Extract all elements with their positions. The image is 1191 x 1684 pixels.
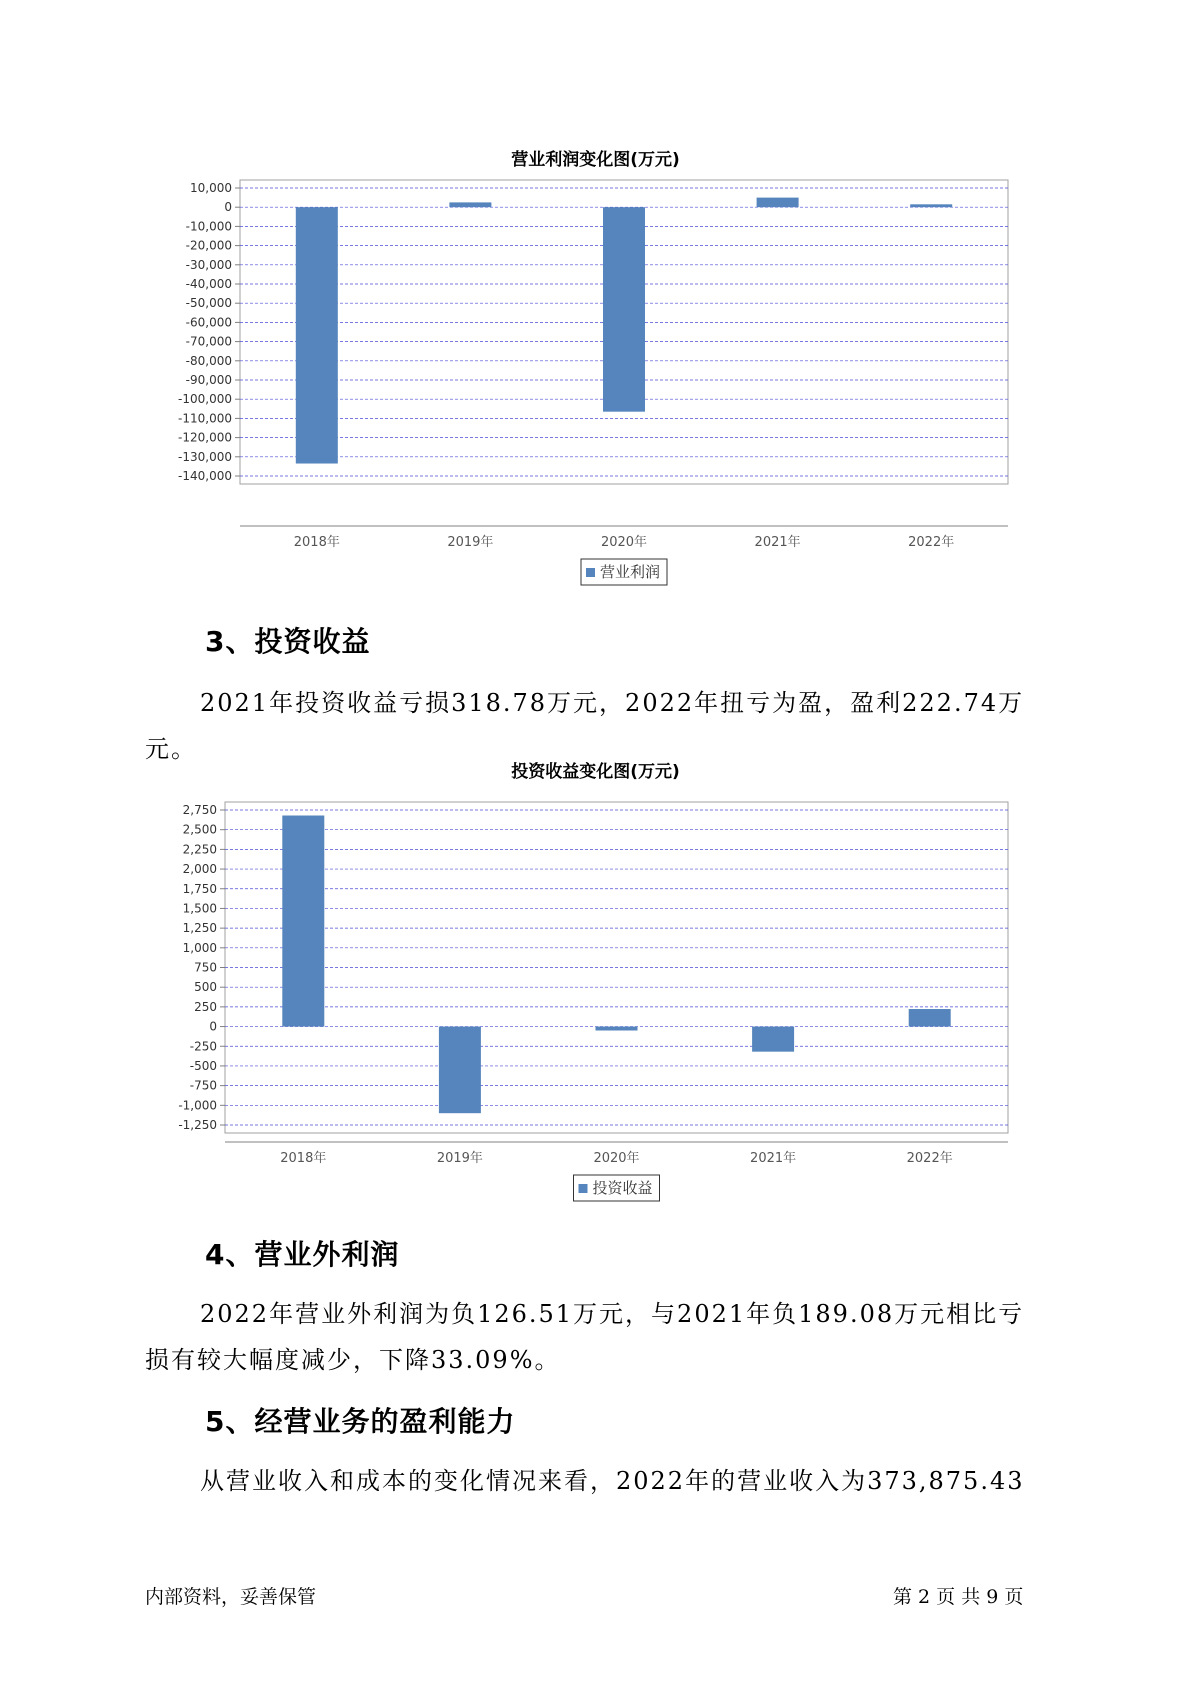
y-tick-label: -70,000	[185, 334, 232, 349]
y-tick-label: 1,750	[182, 881, 217, 896]
y-tick-label: -250	[189, 1039, 217, 1054]
section-4-text: 2022年营业外利润为负126.51万元，与2021年负189.08万元相比亏损有较大幅度减少，下降33.09%。	[145, 1300, 1025, 1374]
bar-2020年	[596, 1027, 638, 1031]
y-tick-label: 0	[224, 200, 232, 215]
y-tick-label: -750	[189, 1078, 217, 1093]
y-tick-label: -50,000	[185, 296, 232, 311]
bar-2021年	[757, 198, 799, 208]
chart2-title: 投资收益变化图(万元)	[511, 762, 680, 782]
y-tick-label: -500	[189, 1058, 217, 1073]
y-tick-label: -10,000	[185, 219, 232, 234]
y-tick-label: -80,000	[185, 353, 232, 368]
y-tick-label: 250	[194, 999, 217, 1014]
x-tick-label: 2020年	[600, 535, 648, 550]
y-tick-label: -1,000	[178, 1098, 217, 1113]
investment-income-chart	[0, 785, 1191, 1205]
y-tick-label: 2,500	[182, 822, 217, 837]
section-5-text: 从营业收入和成本的变化情况来看，2022年的营业收入为373,875.43	[200, 1467, 1025, 1495]
bar-2019年	[449, 202, 491, 207]
section-3-heading: 3、投资收益	[205, 625, 371, 658]
section-5-heading: 5、经营业务的盈利能力	[205, 1405, 516, 1438]
x-tick-label: 2021年	[750, 1151, 797, 1166]
y-tick-label: 2,750	[182, 803, 217, 817]
y-tick-label: 2,250	[182, 842, 217, 857]
y-tick-label: -130,000	[178, 449, 232, 464]
operating-profit-chart	[0, 170, 1191, 590]
y-tick-label: 750	[194, 960, 217, 975]
bar-2022年	[909, 1009, 951, 1027]
x-tick-label: 2018年	[293, 535, 340, 550]
x-tick-label: 2019年	[436, 1151, 483, 1166]
legend-label: 营业利润	[600, 563, 661, 581]
y-tick-label: 2,000	[182, 862, 217, 877]
chart1-title: 营业利润变化图(万元)	[511, 150, 680, 170]
section-3-text: 2021年投资收益亏损318.78万元，2022年扭亏为盈，盈利222.74万元。	[145, 689, 1025, 763]
y-tick-label: -90,000	[185, 373, 232, 387]
x-tick-label: 2019年	[447, 535, 494, 550]
footer-confidential: 内部资料，妥善保管	[145, 1586, 317, 1608]
y-tick-label: 1,500	[182, 901, 217, 916]
x-tick-label: 2021年	[754, 535, 801, 550]
y-tick-label: 1,000	[182, 940, 217, 955]
bar-2019年	[439, 1027, 481, 1114]
y-tick-label: 10,000	[190, 181, 232, 195]
x-tick-label: 2022年	[908, 535, 955, 550]
legend-swatch	[586, 568, 595, 577]
y-tick-label: -60,000	[185, 315, 232, 330]
bar-2022年	[910, 204, 952, 207]
y-tick-label: -140,000	[178, 469, 232, 483]
y-tick-label: 0	[209, 1019, 217, 1034]
y-tick-label: -110,000	[178, 411, 232, 426]
bar-2018年	[282, 816, 324, 1027]
y-tick-label: 500	[194, 980, 217, 995]
footer-page-number: 第 2 页 共 9 页	[893, 1586, 1024, 1608]
legend-swatch	[579, 1184, 588, 1193]
y-tick-label: -20,000	[185, 238, 232, 253]
y-tick-label: -30,000	[185, 257, 232, 272]
y-tick-label: -120,000	[178, 430, 232, 445]
x-tick-label: 2022年	[906, 1151, 953, 1166]
y-tick-label: 1,250	[182, 921, 217, 936]
legend-label: 投资收益	[592, 1179, 653, 1197]
x-tick-label: 2018年	[280, 1151, 327, 1166]
y-tick-label: -1,250	[178, 1118, 217, 1132]
x-tick-label: 2020年	[593, 1151, 640, 1166]
bar-2020年	[603, 207, 645, 411]
y-tick-label: -40,000	[185, 277, 232, 291]
section-4-heading: 4、营业外利润	[205, 1238, 400, 1271]
bar-2021年	[752, 1027, 794, 1052]
bar-2018年	[296, 207, 338, 463]
y-tick-label: -100,000	[178, 392, 232, 407]
